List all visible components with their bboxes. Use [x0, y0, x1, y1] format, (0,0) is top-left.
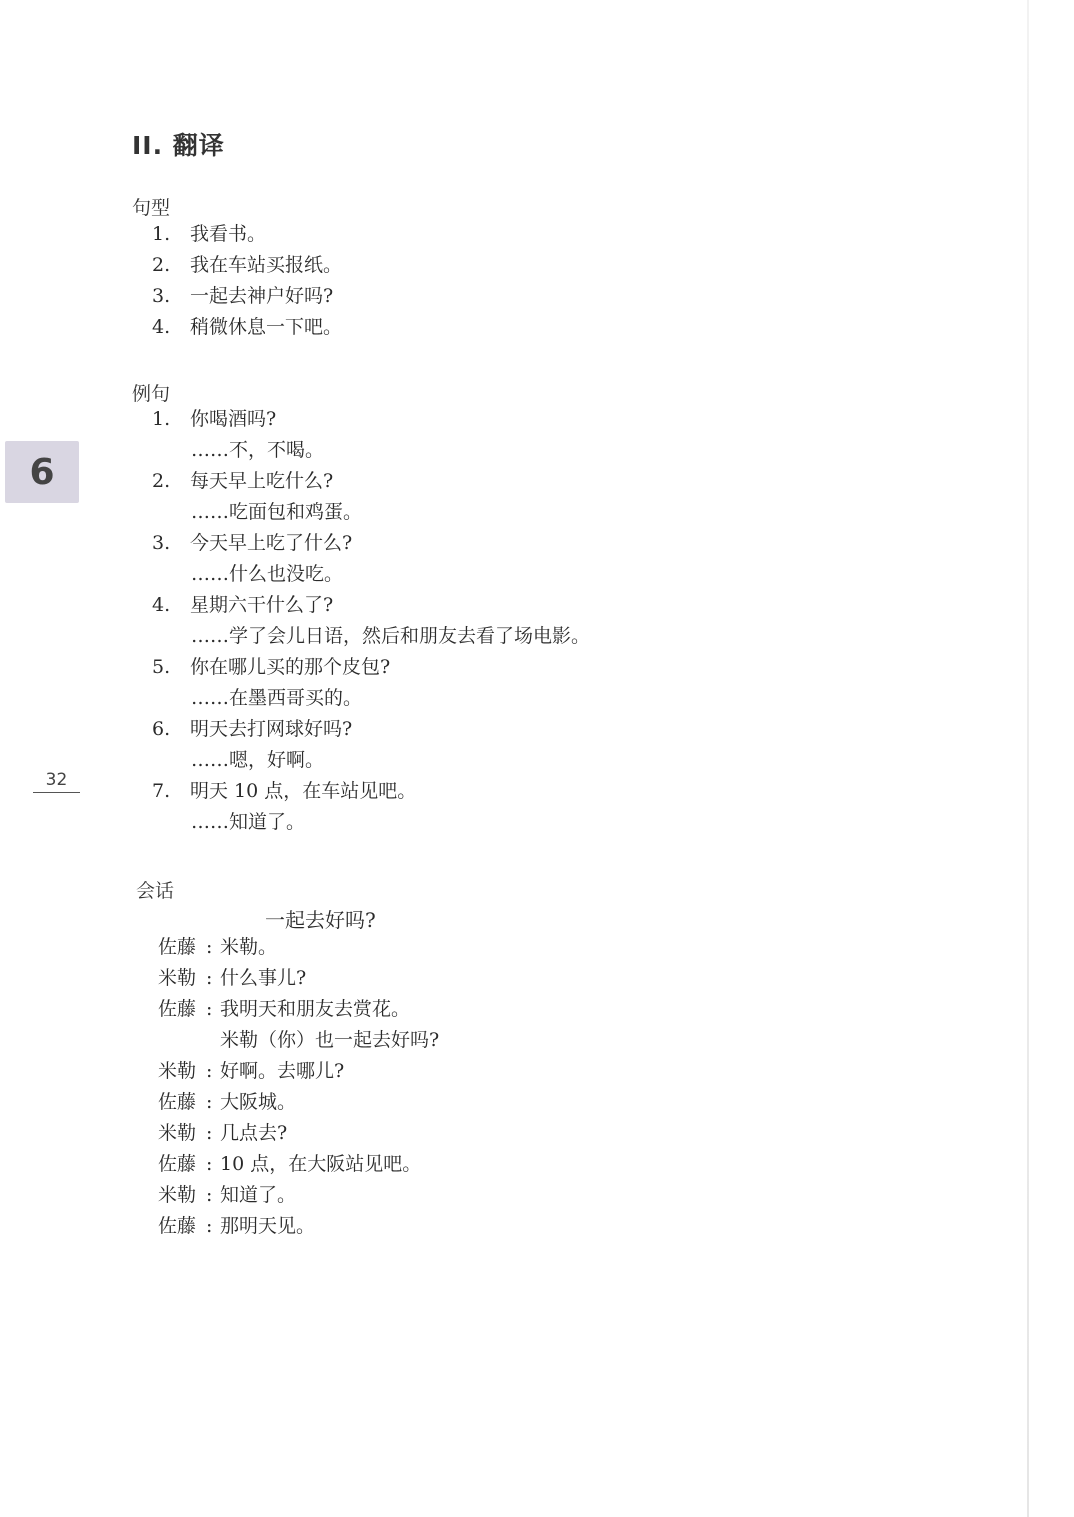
- page-edge-shadow: [1027, 0, 1029, 1517]
- example-item: [152, 472, 752, 496]
- example-answer: ……什么也没吃。: [191, 563, 344, 585]
- conversation-title: 一起去好吗?: [265, 908, 376, 932]
- speaker-colon: :: [206, 967, 213, 989]
- speaker-colon: :: [206, 998, 213, 1020]
- speaker-name: 佐藤: [158, 1091, 197, 1113]
- utterance: 几点去?: [220, 1122, 288, 1144]
- example-item: [152, 410, 752, 434]
- speaker-name: 米勒: [158, 1060, 197, 1082]
- chapter-tab: [5, 441, 79, 503]
- example-answer: ……吃面包和鸡蛋。: [191, 501, 363, 523]
- item-number: 4.: [152, 594, 171, 616]
- speaker-name: 米勒: [158, 1122, 197, 1144]
- item-number: 2.: [152, 470, 171, 492]
- pattern-item: [152, 256, 752, 280]
- example-item: [152, 782, 752, 806]
- example-question: 星期六干什么了?: [190, 594, 334, 616]
- chapter-number: 6: [29, 451, 55, 493]
- speaker-colon: :: [206, 1060, 213, 1082]
- item-text: 稍微休息一下吧。: [190, 316, 343, 338]
- utterance: 10 点，在大阪站见吧。: [220, 1153, 422, 1175]
- speaker-name: 佐藤: [158, 998, 197, 1020]
- item-number: 3.: [152, 285, 171, 307]
- example-answer: ……学了会儿日语，然后和朋友去看了场电影。: [191, 625, 591, 647]
- example-answer: ……嗯，好啊。: [191, 749, 325, 771]
- pattern-item: [152, 225, 752, 249]
- item-number: 7.: [152, 780, 171, 802]
- utterance: 知道了。: [220, 1184, 297, 1206]
- example-answer: ……知道了。: [191, 811, 306, 833]
- item-number: 6.: [152, 718, 171, 740]
- utterance: 那明天见。: [220, 1215, 316, 1237]
- example-question: 今天早上吃了什么?: [190, 532, 353, 554]
- speaker-name: 米勒: [158, 967, 197, 989]
- example-item: [152, 596, 752, 620]
- example-answer: ……在墨西哥买的。: [191, 687, 363, 709]
- item-number: 5.: [152, 656, 171, 678]
- speaker-name: 佐藤: [158, 936, 197, 958]
- speaker-name: 佐藤: [158, 1153, 197, 1175]
- item-text: 一起去神户好吗?: [190, 285, 334, 307]
- item-text: 我看书。: [190, 223, 267, 245]
- pattern-item: [152, 318, 752, 342]
- example-question: 明天去打网球好吗?: [190, 718, 353, 740]
- utterance: 我明天和朋友去赏花。: [220, 998, 411, 1020]
- utterance: 大阪城。: [220, 1091, 297, 1113]
- item-number: 2.: [152, 254, 171, 276]
- example-item: [152, 658, 752, 682]
- speaker-colon: :: [206, 936, 213, 958]
- page-number: 32: [33, 770, 80, 793]
- item-number: 3.: [152, 532, 171, 554]
- item-number: 1.: [152, 223, 171, 245]
- item-text: 我在车站买报纸。: [190, 254, 343, 276]
- example-question: 明天 10 点，在车站见吧。: [190, 780, 417, 802]
- section-heading: II. 翻译: [132, 131, 225, 160]
- examples-label: 例句: [132, 383, 171, 405]
- pattern-item: [152, 287, 752, 311]
- example-item: [152, 534, 752, 558]
- pattern-label: 句型: [132, 197, 171, 219]
- item-number: 1.: [152, 408, 171, 430]
- utterance: 米勒（你）也一起去好吗?: [220, 1029, 440, 1051]
- example-question: 每天早上吃什么?: [190, 470, 334, 492]
- utterance: 什么事儿?: [220, 967, 307, 989]
- speaker-colon: :: [206, 1215, 213, 1237]
- example-answer: ……不，不喝。: [191, 439, 325, 461]
- speaker-colon: :: [206, 1091, 213, 1113]
- speaker-colon: :: [206, 1122, 213, 1144]
- speaker-colon: :: [206, 1184, 213, 1206]
- example-question: 你喝酒吗?: [190, 408, 277, 430]
- speaker-name: 佐藤: [158, 1215, 197, 1237]
- speaker-colon: :: [206, 1153, 213, 1175]
- utterance: 米勒。: [220, 936, 278, 958]
- example-item: [152, 720, 752, 744]
- conversation-label: 会话: [136, 880, 175, 902]
- example-question: 你在哪儿买的那个皮包?: [190, 656, 391, 678]
- speaker-name: 米勒: [158, 1184, 197, 1206]
- item-number: 4.: [152, 316, 171, 338]
- utterance: 好啊。去哪儿?: [220, 1060, 345, 1082]
